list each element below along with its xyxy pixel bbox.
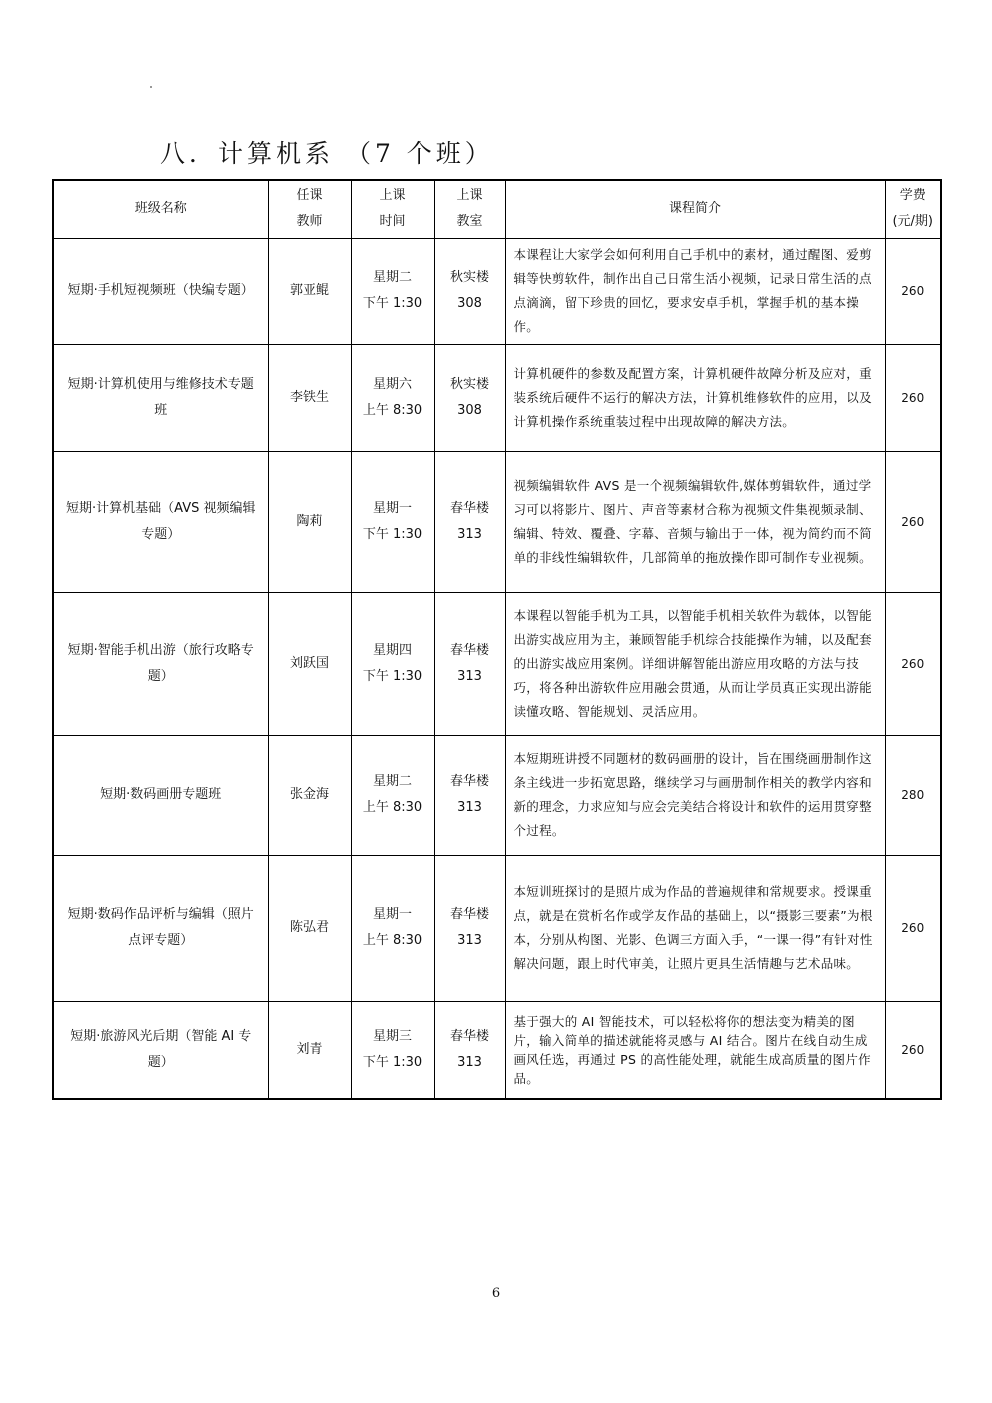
teacher: 刘跃国 [268, 592, 351, 735]
header-teacher: 任课 教师 [268, 180, 351, 238]
classroom: 秋实楼 308 [434, 238, 505, 344]
header-fee: 学费 (元/期) [885, 180, 941, 238]
classroom: 春华楼 313 [434, 855, 505, 1001]
tuition-fee: 260 [885, 451, 941, 592]
course-description: 基于强大的 AI 智能技术，可以轻松将你的想法变为精美的图片，输入简单的描述就能将灵感与 AI 结合。图片在线自动生成画风任选，再通过 PS 的高性能处理，就能生成高质量的图片作品。 [505, 1001, 885, 1099]
classroom: 秋实楼 308 [434, 344, 505, 451]
table-row [53, 238, 941, 344]
course-description: 本课程以智能手机为工具，以智能手机相关软件为载体，以智能出游实战应用为主，兼顾智能手机综合技能操作为辅，以及配套的出游实战应用案例。详细讲解智能出游应用攻略的方法与技巧，将各种出游软件应用融会贯通，从而让学员真正实现出游能读懂攻略、智能规划、灵活应用。 [505, 592, 885, 735]
class-name: 短期·计算机使用与维修技术专题班 [53, 344, 268, 451]
header-name: 班级名称 [53, 180, 268, 238]
classroom: 春华楼 313 [434, 451, 505, 592]
table-row [53, 735, 941, 855]
table-row [53, 451, 941, 592]
class-time: 星期二 上午 8:30 [351, 735, 434, 855]
class-name: 短期·计算机基础（AVS 视频编辑专题） [53, 451, 268, 592]
table-row [53, 855, 941, 1001]
teacher: 陶莉 [268, 451, 351, 592]
stray-dot [150, 86, 152, 88]
class-name: 短期·数码作品评析与编辑（照片点评专题） [53, 855, 268, 1001]
classroom: 春华楼 313 [434, 735, 505, 855]
tuition-fee: 280 [885, 735, 941, 855]
classroom: 春华楼 313 [434, 1001, 505, 1099]
course-description: 本短训班探讨的是照片成为作品的普遍规律和常规要求。授课重点，就是在赏析名作或学友作品的基础上，以“摄影三要素”为根本，分别从构图、光影、色调三方面入手，“一课一得”有针对性解决问题，跟上时代审美，让照片更具生活情趣与艺术品味。 [505, 855, 885, 1001]
table-row [53, 344, 941, 451]
class-time: 星期三 下午 1:30 [351, 1001, 434, 1099]
course-description: 视频编辑软件 AVS 是一个视频编辑软件,媒体剪辑软件，通过学习可以将影片、图片、声音等素材合称为视频文件集视频录制、编辑、特效、覆叠、字幕、音频与输出于一体，视为简约而不简单的非线性编辑软件，几部简单的拖放操作即可制作专业视频。 [505, 451, 885, 592]
class-name: 短期·智能手机出游（旅行攻略专题） [53, 592, 268, 735]
class-name: 短期·手机短视频班（快编专题） [53, 238, 268, 344]
header-time: 上课 时间 [351, 180, 434, 238]
tuition-fee: 260 [885, 1001, 941, 1099]
table-row [53, 592, 941, 735]
header-desc: 课程简介 [505, 180, 885, 238]
course-description: 本课程让大家学会如何利用自己手机中的素材，通过醒图、爱剪辑等快剪软件，制作出自己日常生活小视频，记录日常生活的点点滴滴，留下珍贵的回忆，要求安卓手机，掌握手机的基本操作。 [505, 238, 885, 344]
teacher: 陈弘君 [268, 855, 351, 1001]
tuition-fee: 260 [885, 238, 941, 344]
class-name: 短期·旅游风光后期（智能 AI 专题） [53, 1001, 268, 1099]
header-row [53, 180, 941, 238]
class-time: 星期二 下午 1:30 [351, 238, 434, 344]
teacher: 张金海 [268, 735, 351, 855]
tuition-fee: 260 [885, 592, 941, 735]
page-number: 6 [491, 1286, 501, 1301]
course-table [52, 179, 942, 1100]
class-time: 星期四 下午 1:30 [351, 592, 434, 735]
header-room: 上课 教室 [434, 180, 505, 238]
class-time: 星期六 上午 8:30 [351, 344, 434, 451]
classroom: 春华楼 313 [434, 592, 505, 735]
table-row [53, 1001, 941, 1099]
tuition-fee: 260 [885, 344, 941, 451]
teacher: 李铁生 [268, 344, 351, 451]
course-description: 计算机硬件的参数及配置方案，计算机硬件故障分析及应对，重装系统后硬件不运行的解决方法，计算机维修软件的应用，以及计算机操作系统重装过程中出现故障的解决方法。 [505, 344, 885, 451]
tuition-fee: 260 [885, 855, 941, 1001]
teacher: 刘青 [268, 1001, 351, 1099]
course-description: 本短期班讲授不同题材的数码画册的设计，旨在围绕画册制作这条主线进一步拓宽思路，继续学习与画册制作相关的教学内容和新的理念，力求应知与应会完美结合将设计和软件的运用贯穿整个过程。 [505, 735, 885, 855]
section-title: 八．计算机系 （7 个班） [160, 139, 494, 168]
class-time: 星期一 上午 8:30 [351, 855, 434, 1001]
class-time: 星期一 下午 1:30 [351, 451, 434, 592]
teacher: 郭亚鲲 [268, 238, 351, 344]
class-name: 短期·数码画册专题班 [53, 735, 268, 855]
